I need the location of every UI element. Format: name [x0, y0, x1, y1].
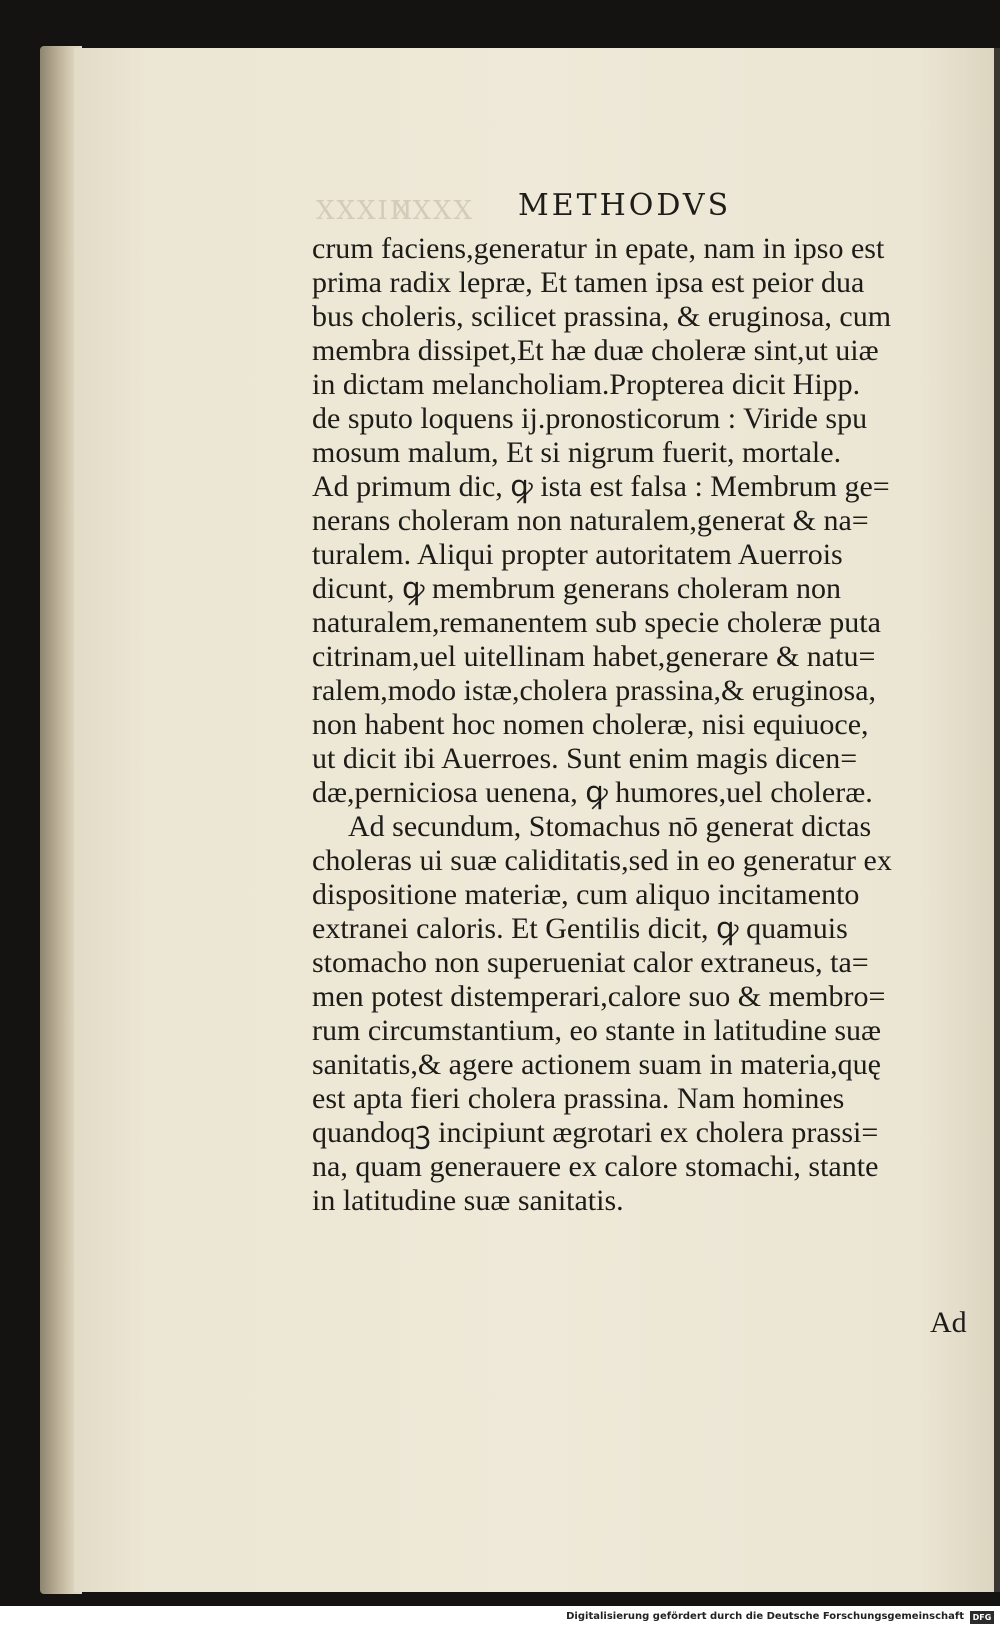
text-line: Ad secundum, Stomachus nō generat dictas — [348, 810, 872, 843]
text-line: prima radix lepræ, Et tamen ipsa est peior dua — [312, 266, 865, 299]
body-text — [312, 232, 976, 1218]
text-line: crum faciens,generatur in epate, nam in ipso est — [312, 232, 885, 265]
text-line: dispositione materiæ, cum aliquo incitamento — [312, 878, 860, 911]
text-line: rum circumstantium, eo stante in latitudine suæ — [312, 1014, 882, 1047]
show-through-left: XXXIII — [316, 196, 415, 226]
text-line: choleras ui suæ caliditatis,sed in eo generatur ex — [312, 844, 892, 877]
text-line: de sputo loquens ij.pronosticorum : Viride spu — [312, 402, 868, 435]
running-head: METHODVS — [518, 188, 732, 223]
text-line: ut dicit ibi Auerroes. Sunt enim magis dicen= — [312, 742, 858, 775]
text-line: na, quam generauere ex calore stomachi, stante — [312, 1150, 879, 1183]
text-line: membra dissipet,Et hæ duæ choleræ sint,ut uiæ — [312, 334, 879, 367]
text-line: est apta fieri cholera prassina. Nam homines — [312, 1082, 845, 1115]
show-through-right: XXXX — [392, 196, 475, 226]
catchword: Ad — [930, 1306, 967, 1339]
dfg-logo: DFG — [970, 1611, 994, 1624]
text-line: in dictam melancholiam.Propterea dicit Hipp. — [312, 368, 861, 401]
text-line: non habent hoc nomen choleræ, nisi equiuoce, — [312, 708, 869, 741]
text-line: ralem,modo istæ,cholera prassina,& eruginosa, — [312, 674, 877, 707]
text-line: stomacho non superueniat calor extraneus, ta= — [312, 946, 869, 979]
text-line: bus choleris, scilicet prassina, & eruginosa, cum — [312, 300, 892, 333]
text-line: Ad primum dic, ꝙ ista est falsa : Membrum ge= — [312, 470, 890, 503]
text-line: quandoqꝫ incipiunt ægrotari ex cholera prassi= — [312, 1116, 879, 1149]
text-line: nerans choleram non naturalem,generat & na= — [312, 504, 869, 537]
text-line: naturalem,remanentem sub specie choleræ puta — [312, 606, 881, 639]
text-line: dicunt, ꝙ membrum generans choleram non — [312, 572, 842, 605]
text-line: mosum malum, Et si nigrum fuerit, mortale. — [312, 436, 842, 469]
text-line: extranei caloris. Et Gentilis dicit, ꝙ quamuis — [312, 912, 848, 945]
footer-bar — [0, 1606, 1000, 1630]
text-line: men potest distemperari,calore suo & membro= — [312, 980, 886, 1013]
text-line: turalem. Aliqui propter autoritatem Auerrois — [312, 538, 843, 571]
text-line: in latitudine suæ sanitatis. — [312, 1184, 624, 1217]
text-line: sanitatis,& agere actionem suam in materia,quę — [312, 1048, 881, 1081]
text-line: citrinam,uel uitellinam habet,generare & natu= — [312, 640, 876, 673]
gutter-strip — [994, 48, 1000, 1592]
text-line: dæ,perniciosa uenena, ꝙ humores,uel choleræ. — [312, 776, 873, 809]
funding-credit: Digitalisierung gefördert durch die Deutsche Forschungsgemeinschaft — [566, 1611, 964, 1622]
